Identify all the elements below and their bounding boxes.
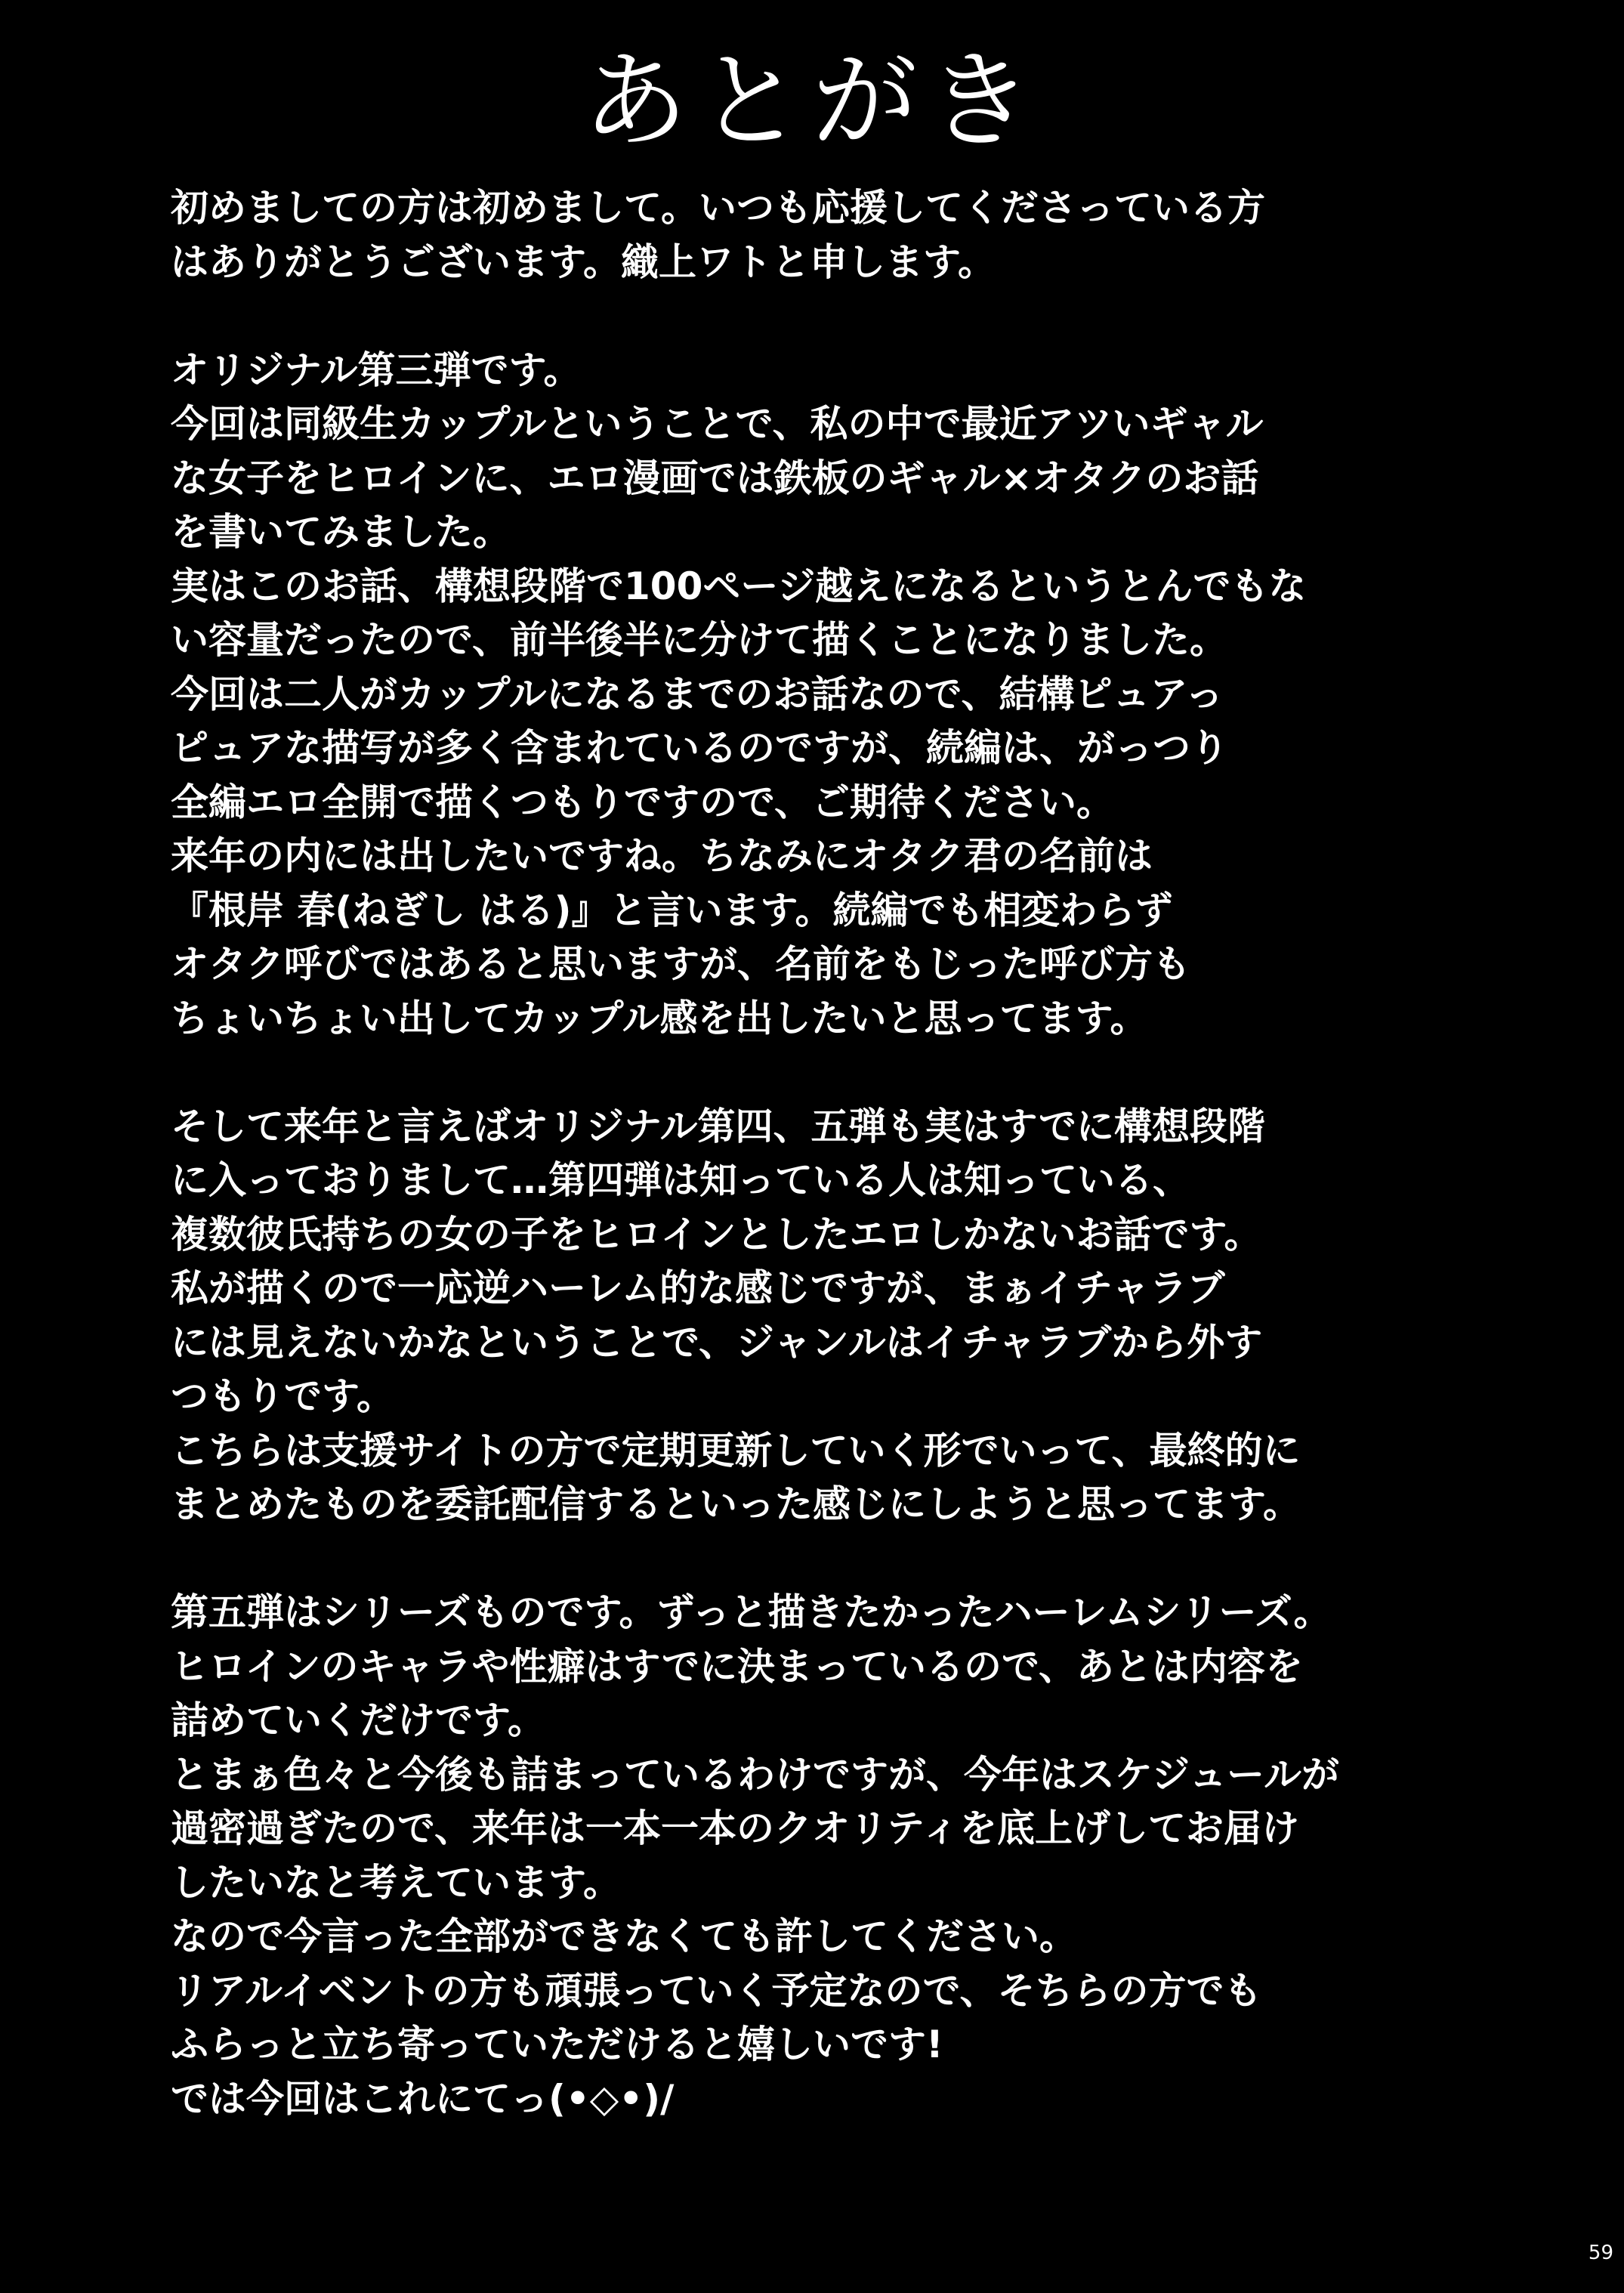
text-line: では今回はこれにてっ(•◇•)/ xyxy=(171,2076,675,2121)
text-line: ピュアな描写が多く含まれているのですが、続編は、がっつり xyxy=(171,726,1228,770)
text-line: 全編エロ全開で描くつもりですので、ご期待ください。 xyxy=(171,780,1114,824)
text-line: には見えないかなということで、ジャンルはイチャラブから外す xyxy=(171,1320,1263,1364)
text-line: なので今言った全部ができなくても許してください。 xyxy=(171,1914,1077,1958)
text-line: 私が描くので一応逆ハーレム的な感じですが、まぁイチャラブ xyxy=(171,1266,1225,1310)
text-line: 実はこのお話、構想段階で100ページ越えになるというとんでもな xyxy=(171,564,1307,608)
text-line: 『根岸 春(ねぎし はる)』と言います。続編でも相変わらず xyxy=(171,888,1173,932)
text-line: つもりです。 xyxy=(171,1374,394,1418)
text-line: 今回は二人がカップルになるまでのお話なので、結構ピュアっ xyxy=(171,672,1224,716)
text-line: に入っておりまして…第四弾は知っている人は知っている、 xyxy=(171,1158,1190,1202)
text-line: とまぁ色々と今後も詰まっているわけですが、今年はスケジュールが xyxy=(171,1752,1339,1797)
text-line: リアルイベントの方も頑張っていく予定なので、そちらの方でも xyxy=(171,1968,1262,2013)
text-line: ヒロインのキャラや性癖はすでに決まっているので、あとは内容を xyxy=(171,1644,1303,1689)
text-line: い容量だったので、前半後半に分けて描くことになりました。 xyxy=(171,618,1227,662)
text-line xyxy=(171,1046,1515,1100)
text-line: したいなと考えています。 xyxy=(171,1860,621,1905)
text-line: こちらは支援サイトの方で定期更新していく形でいって、最終的に xyxy=(171,1428,1301,1473)
text-line: 過密過ぎたので、来年は一本一本のクオリティを底上げしてお届け xyxy=(171,1806,1299,1850)
text-line xyxy=(171,289,1515,344)
page-title: あとがき xyxy=(582,40,1042,163)
text-line: 第五弾はシリーズものです。ずっと描きたかったハーレムシリーズ。 xyxy=(171,1590,1332,1634)
text-line: 詰めていくだけです。 xyxy=(171,1698,545,1742)
text-line: 来年の内には出したいですね。ちなみにオタク君の名前は xyxy=(171,834,1153,878)
text-line: 初めましての方は初めまして。いつも応援してくださっている方 xyxy=(171,186,1265,230)
text-line: オタク呼びではあると思いますが、名前をもじった呼び方も xyxy=(171,942,1190,986)
text-line: そして来年と言えばオリジナル第四、五弾も実はすでに構想段階 xyxy=(171,1104,1265,1148)
text-line: オリジナル第三弾です。 xyxy=(171,348,582,392)
text-line: 複数彼氏持ちの女の子をヒロインとしたエロしかないお話です。 xyxy=(171,1212,1262,1256)
page-number: 59 xyxy=(1588,2242,1613,2264)
text-line: を書いてみました。 xyxy=(171,510,511,554)
text-line: ふらっと立ち寄っていただけると嬉しいです! xyxy=(171,2023,943,2066)
text-line: 今回は同級生カップルということで、私の中で最近アツいギャル xyxy=(171,402,1264,446)
text-line xyxy=(171,1532,1515,1587)
text-line: まとめたものを委託配信するといった感じにしようと思ってます。 xyxy=(171,1482,1301,1526)
text-line: ちょいちょい出してカップル感を出したいと思ってます。 xyxy=(171,996,1148,1040)
text-line: はありがとうございます。織上ワトと申します。 xyxy=(171,239,996,284)
afterword-body xyxy=(171,181,1515,2126)
text-line: な女子をヒロインに、エロ漫画では鉄板のギャル×オタクのお話 xyxy=(171,456,1259,500)
